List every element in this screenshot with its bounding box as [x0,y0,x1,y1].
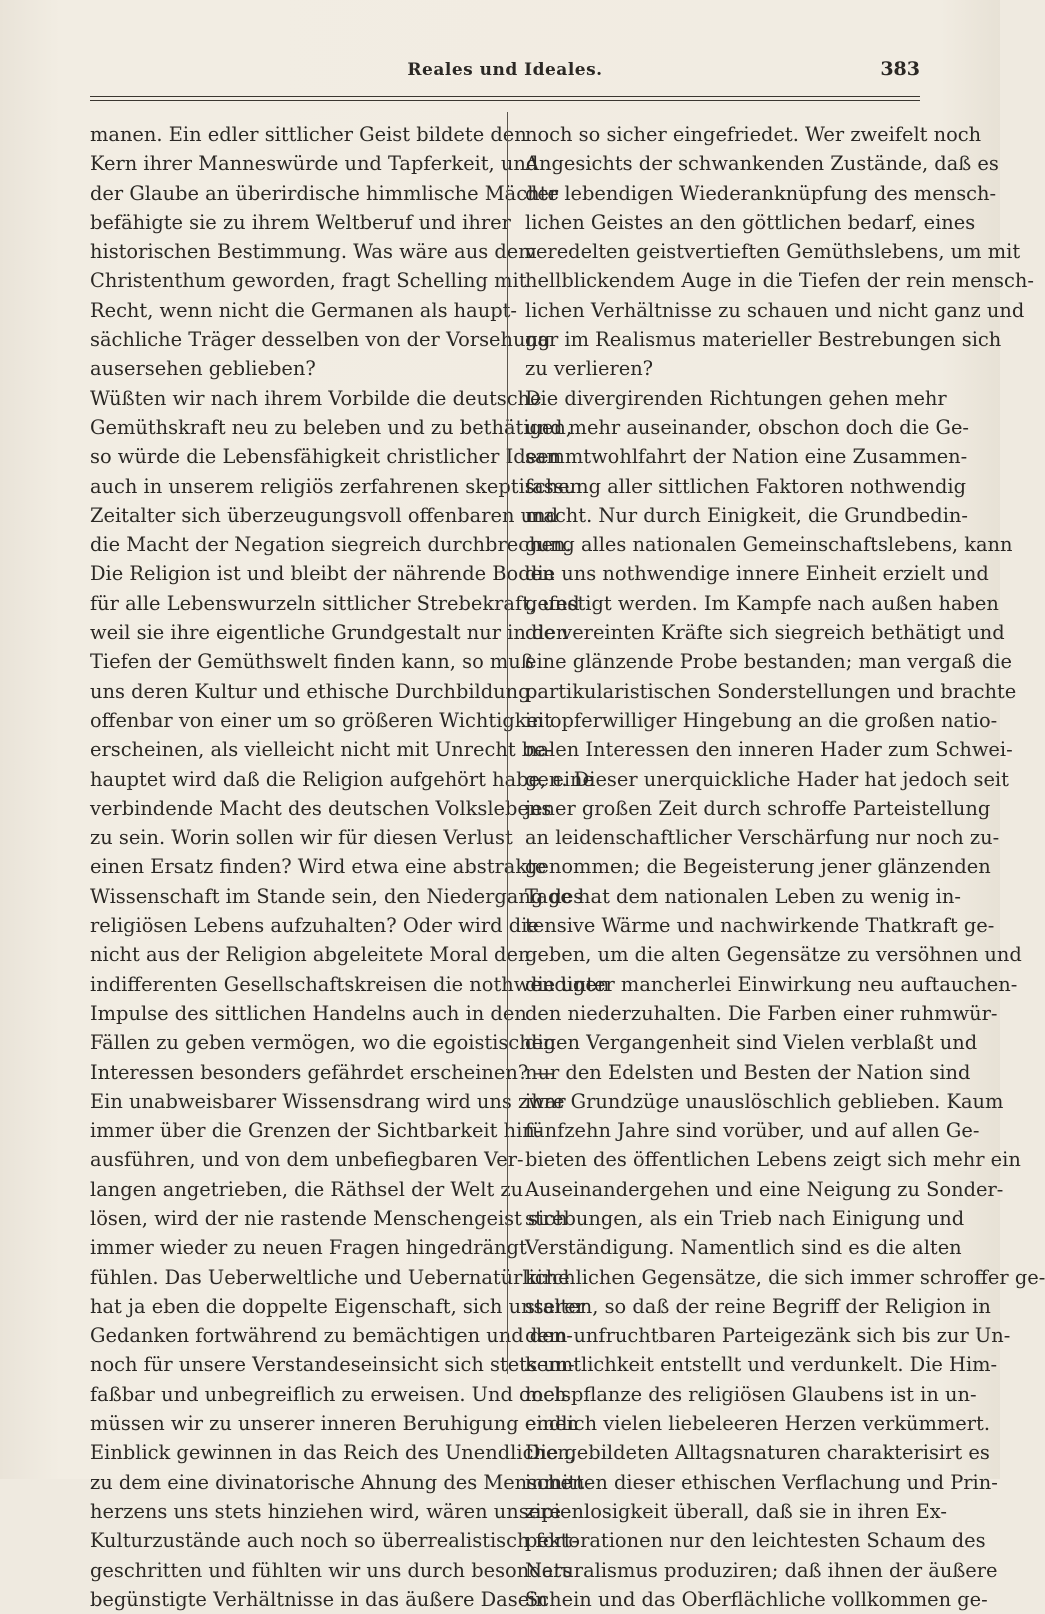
text-line: Fällen zu geben vermögen, wo die egoistischen [90,1031,556,1055]
text-line: offenbar von einer um so größeren Wichtigkeit [90,708,552,732]
text-line: gar im Realismus materieller Bestrebungen sich [525,328,1002,352]
page-number: 383 [880,58,920,80]
text-line: eine glänzende Probe bestanden; man vergaß die [525,650,1012,674]
text-line: genommen; die Begeisterung jener glänzenden [525,855,991,879]
text-line: immer wieder zu neuen Fragen hingedrängt [90,1236,527,1260]
text-line: zu sein. Worin sollen wir für diesen Verlust [90,826,513,850]
text-line: Die gebildeten Alltagsnaturen charakterisirt es [525,1441,990,1465]
text-line: indifferenten Gesellschaftskreisen die nothwendigen [90,972,610,996]
text-line: hellblickendem Auge in die Tiefen der rein mensch- [525,269,1034,293]
text-line: auch in unserem religiös zerfahrenen skeptischen [90,474,583,498]
text-line: Verständigung. Namentlich sind es die alten [525,1236,962,1260]
text-line: zipienlosigkeit überall, daß sie in ihren Ex- [525,1499,947,1523]
text-line: begünstigte Verhältnisse in das äußere Dasein [90,1587,548,1611]
text-line: ausführen, und von dem unbefiegbaren Ver- [90,1148,524,1172]
text-line: Die divergirenden Richtungen gehen mehr [525,386,947,410]
text-line: der Glaube an überirdische himmlische Mächte [90,181,559,205]
text-line: an leidenschaftlicher Verschärfung nur noch zu- [525,826,1000,850]
text-line: müssen wir zu unserer inneren Beruhigung einen [90,1412,579,1436]
text-line: hat ja eben die doppelte Eigenschaft, sich unserer [90,1294,586,1318]
text-line: langen angetrieben, die Räthsel der Welt zu [90,1177,524,1201]
text-line: Die Religion ist und bleibt der nährende Boden [90,562,555,586]
text-line: herzens uns stets hinziehen wird, wären unsere [90,1499,561,1523]
text-line: endlich vielen liebeleeren Herzen verkümmert. [525,1412,990,1436]
text-line: geschritten und fühlten wir uns durch besonders [90,1558,573,1582]
text-line: die unter mancherlei Einwirkung neu auftauchen- [525,972,1018,996]
text-line: partikularistischen Sonderstellungen und brachte [525,679,1017,703]
text-line: den niederzuhalten. Die Farben einer ruhmwür- [525,1001,998,1025]
text-line: befähigte sie zu ihrem Weltberuf und ihrer [90,210,511,234]
text-line: Christenthum geworden, fragt Schelling mit [90,269,527,293]
text-line: manen. Ein edler sittlicher Geist bildete den [90,123,527,146]
text-line: gung alles nationalen Gemeinschaftslebens, kann [525,533,1013,557]
text-line: nur den Edelsten und Besten der Nation sind [525,1060,971,1084]
text-line: digen Vergangenheit sind Vielen verblaßt und [525,1031,978,1055]
text-line: zu dem eine divinatorische Ahnung des Menschen- [90,1470,591,1494]
text-line: nicht aus der Religion abgeleitete Moral den [90,943,531,967]
text-line: so würde die Lebensfähigkeit christlicher Ideen [90,445,562,469]
text-line: weil sie ihre eigentliche Grundgestalt nur in den [90,621,569,645]
column-divider [507,112,508,1374]
text-line: einen Ersatz finden? Wird etwa eine abstrakte [90,855,547,879]
text-line: in opferwilliger Hingebung an die großen natio- [525,708,998,732]
text-line: sammtwohlfahrt der Nation eine Zusammen- [525,445,968,469]
text-line: zu verlieren? [525,357,654,381]
text-line: gefestigt werden. Im Kampfe nach außen haben [525,591,999,615]
text-line: Einblick gewinnen in das Reich des Unendlichen, [90,1441,577,1465]
text-line: melspflanze des religiösen Glaubens ist in un- [525,1382,977,1406]
text-line: noch so sicher eingefriedet. Wer zweifelt noch [525,123,982,146]
text-line: die Macht der Negation siegreich durchbrechen. [90,533,572,557]
text-line: kenntlichkeit entstellt und verdunkelt. Die Him- [525,1353,998,1377]
text-line: Auseinandergehen und eine Neigung zu Sonder- [525,1177,1004,1201]
text-line: Angesichts der schwankenden Zustände, daß es [525,152,999,176]
text-line: veredelten geistvertieften Gemüthslebens, um mit [525,240,1021,264]
text-line: strebungen, als ein Trieb nach Einigung und [525,1206,965,1230]
text-line: der lebendigen Wiederanknüpfung des mensch- [525,181,997,205]
text-line: für alle Lebenswurzeln sittlicher Strebekraft, und [90,591,580,615]
text-line: die uns nothwendige innere Einheit erzielt und [525,562,989,586]
text-line: Schein und das Oberflächliche vollkommen ge- [525,1587,988,1611]
text-line: sächliche Träger desselben von der Vorsehung [90,328,551,352]
text-line: fühlen. Das Ueberweltliche und Uebernatürliche [90,1265,570,1289]
text-line: die vereinten Kräfte sich siegreich bethätigt und [525,621,1005,645]
text-line: pektorationen nur den leichtesten Schaum des [525,1529,986,1553]
text-line: religiösen Lebens aufzuhalten? Oder wird die [90,914,539,938]
text-line: lichen Geistes an den göttlichen bedarf, eines [525,210,976,234]
text-line: Impulse des sittlichen Handelns auch in den [90,1001,527,1025]
text-line: Interessen besonders gefährdet erscheinen? — [90,1060,554,1084]
text-line: fünfzehn Jahre sind vorüber, und auf allen Ge- [525,1119,980,1143]
text-line: ihre Grundzüge unauslöschlich geblieben. Kaum [525,1089,1004,1113]
text-line: inmitten dieser ethischen Verflachung und Prin- [525,1470,998,1494]
text-line: nalen Interessen den inneren Hader zum Schwei- [525,738,1013,762]
text-line: Tiefen der Gemüthswelt finden kann, so muß [90,650,534,674]
text-line: dem unfruchtbaren Parteigezänk sich bis zur Un- [525,1324,1011,1348]
text-line: Recht, wenn nicht die Germanen als haupt- [90,298,517,322]
text-line: geben, um die alten Gegensätze zu versöhnen und [525,943,1022,967]
text-line: stalten, so daß der reine Begriff der Religion in [525,1294,991,1318]
text-line: Gedanken fortwährend zu bemächtigen und den- [90,1324,573,1348]
right-text-column [525,120,1045,1614]
text-line: Zeitalter sich überzeugungsvoll offenbaren und [90,503,559,527]
text-line: Gemüthskraft neu zu beleben und zu bethätigen, [90,415,573,439]
text-line: verbindende Macht des deutschen Volkslebens [90,796,552,820]
text-line: Kern ihrer Manneswürde und Tapferkeit, und [90,152,539,176]
text-line: Kulturzustände auch noch so überrealistisch fort- [90,1529,579,1553]
text-line: Tage hat dem nationalen Leben zu wenig in- [525,884,961,908]
running-title: Reales und Ideales. [407,60,603,80]
text-line: und mehr auseinander, obschon doch die Ge- [525,415,969,439]
text-line: erscheinen, als vielleicht nicht mit Unrecht be- [90,738,553,762]
text-line: ausersehen geblieben? [90,357,316,381]
text-line: tensive Wärme und nachwirkende Thatkraft ge- [525,914,995,938]
page-header [90,58,920,88]
text-line: noch für unsere Verstandeseinsicht sich stets un- [90,1353,575,1377]
header-rule [90,96,920,101]
text-line: bieten des öffentlichen Lebens zeigt sich mehr ein [525,1148,1021,1172]
text-line: macht. Nur durch Einigkeit, die Grundbedin- [525,503,968,527]
text-line: lösen, wird der nie rastende Menschengeist sich [90,1206,568,1230]
text-line: kirchlichen Gegensätze, die sich immer schroffer ge- [525,1265,1045,1289]
text-line: historischen Bestimmung. Was wäre aus dem [90,240,537,264]
text-line: fassung aller sittlichen Faktoren nothwendig [525,474,967,498]
text-line: hauptet wird daß die Religion aufgehört habe, eine [90,767,594,791]
text-line: faßbar und unbegreiflich zu erweisen. Und doch [90,1382,567,1406]
text-line: Naturalismus produziren; daß ihnen der äußere [525,1558,998,1582]
text-line: gen. Dieser unerquickliche Hader hat jedoch seit [525,767,1009,791]
text-line: lichen Verhältnisse zu schauen und nicht ganz und [525,298,1025,322]
text-line: Wüßten wir nach ihrem Vorbilde die deutsche [90,386,542,410]
text-line: jener großen Zeit durch schroffe Parteistellung [525,796,991,820]
text-line: uns deren Kultur und ethische Durchbildung [90,679,531,703]
text-line: Ein unabweisbarer Wissensdrang wird uns zwar [90,1089,566,1113]
text-line: Wissenschaft im Stande sein, den Niedergang des [90,884,584,908]
text-line: immer über die Grenzen der Sichtbarkeit hin- [90,1119,542,1143]
